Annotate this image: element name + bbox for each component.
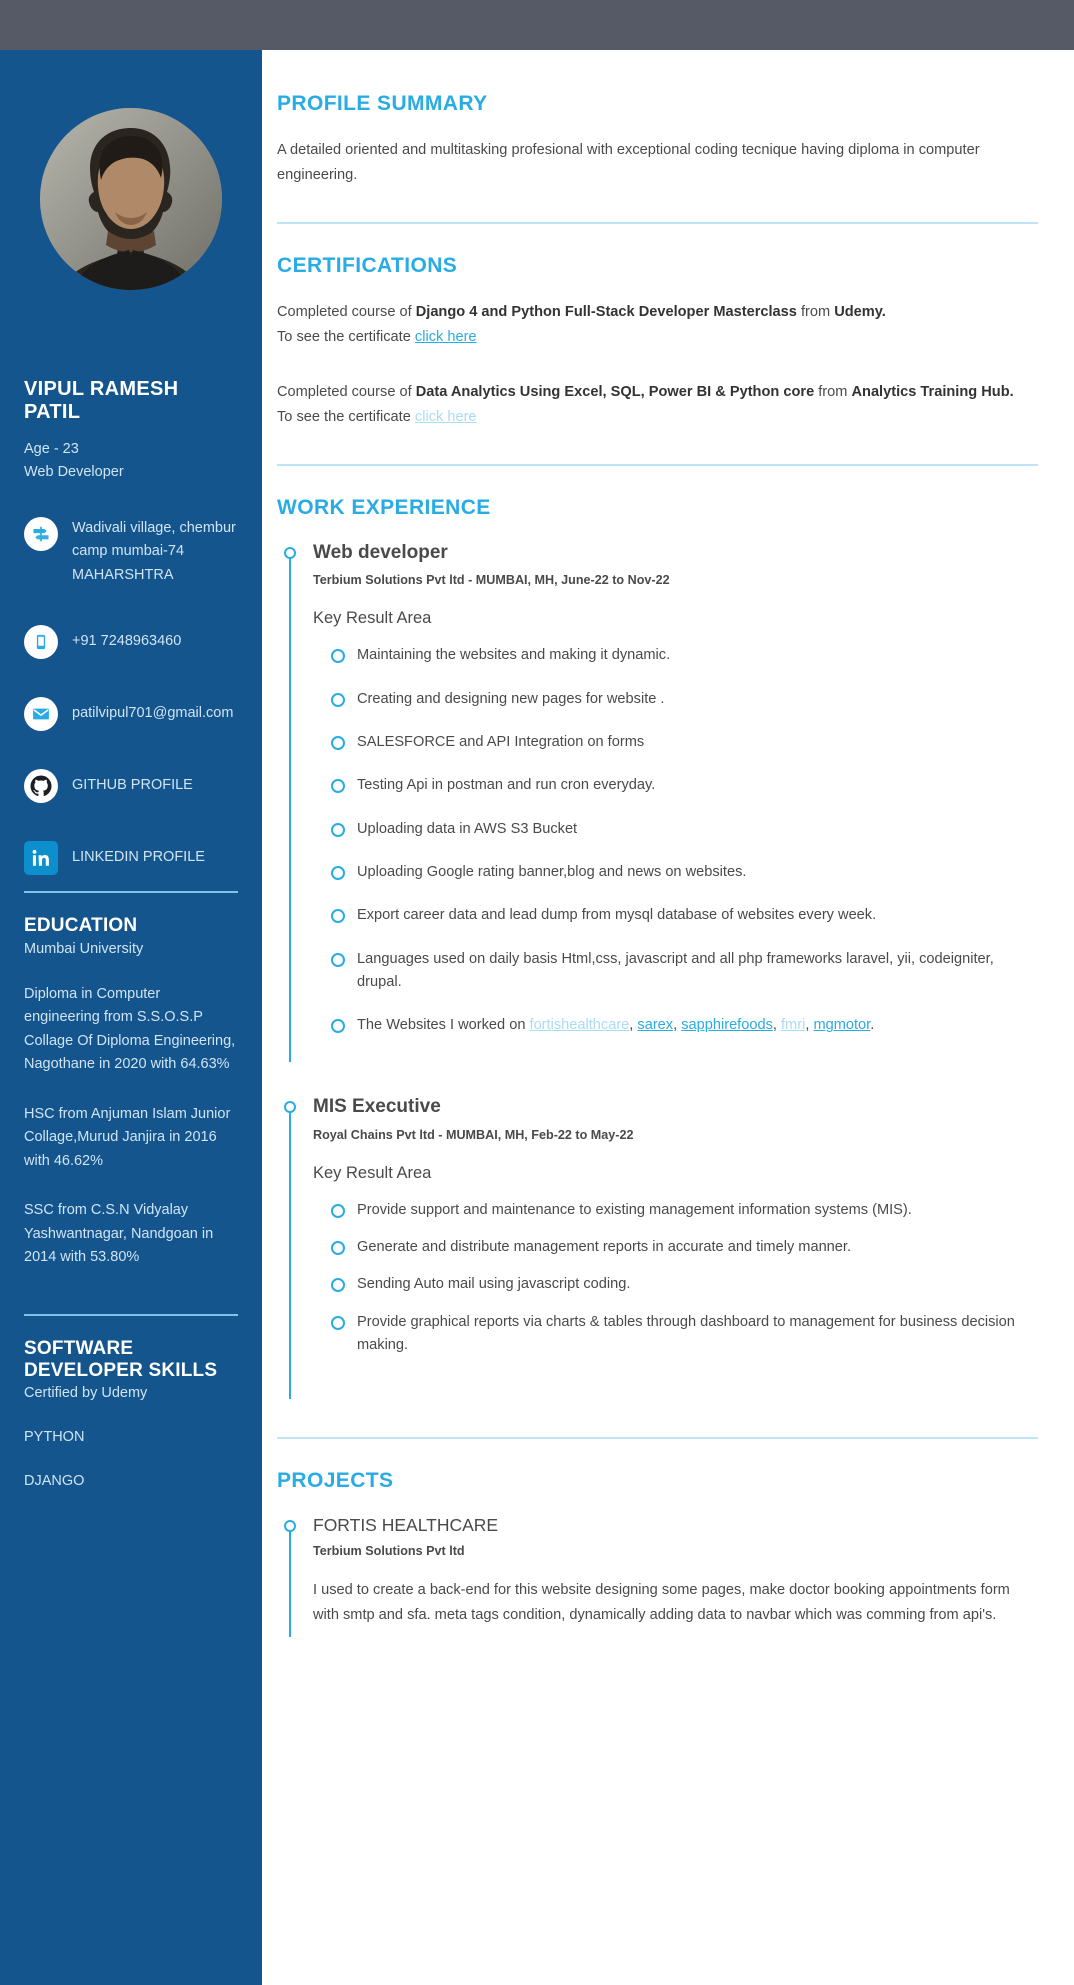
job-bullets [313,1199,1038,1358]
sep: , [673,1017,682,1034]
key-result-area-label: Key Result Area [313,609,432,628]
certificate-link[interactable]: click here [414,408,477,425]
work-experience-section [277,496,1038,1382]
projects-section [277,1469,1038,1638]
certification-item [277,380,1038,430]
education-item: SSC from C.S.N Vidyalay Yashwantnagar, Nandgoan in 2014 with 53.80% [24,1202,214,1266]
project-company: Terbium Solutions Pvt ltd [313,1543,465,1558]
certification-link-line [277,325,1038,350]
cert-provider: Analytics Training Hub. [851,383,1014,400]
github-label: GITHUB PROFILE [72,777,193,794]
project-description: I used to create a back-end for this website designing some pages, make doctor booking appointments form with smtp and sfa. meta tags condition, dynamically adding data to navbar which was comming from api's. [313,1581,1010,1623]
sep: , [772,1017,781,1034]
cert-provider: Udemy. [834,303,886,320]
cert-prefix: Completed course of [277,383,416,400]
contact-email[interactable] [24,697,238,731]
job-meta: Terbium Solutions Pvt ltd - MUMBAI, MH, June-22 to Nov-22 [313,573,670,588]
job-bullet: Maintaining the websites and making it dynamic. [313,644,1038,667]
job-bullet: Uploading data in AWS S3 Bucket [313,818,1038,841]
project-entry [313,1515,1038,1638]
job-bullet: Generate and distribute management reports in accurate and timely manner. [313,1236,1038,1259]
signpost-icon [24,517,58,551]
profile-summary-section [277,92,1038,188]
timeline-rail [289,1106,291,1400]
job-bullet: Provide graphical reports via charts & tables through dashboard to management for business decision making. [313,1311,1038,1358]
website-link-mgmotor[interactable]: mgmotor [813,1017,871,1034]
cert-middle: from [796,303,835,320]
resume-page [0,50,1074,1985]
person-role: Web Developer [24,464,124,481]
job-bullet: Languages used on daily basis Html,css, javascript and all php frameworks laravel, yii, codeigniter, drupal. [313,948,1038,995]
job-bullet: Testing Api in postman and run cron everyday. [313,774,1038,797]
timeline-rail [289,1525,291,1638]
window-titlebar [0,0,1074,50]
cert-prefix: Completed course of [277,303,416,320]
work-entry [313,542,1038,1048]
work-experience-title: WORK EXPERIENCE [277,495,491,519]
section-divider [277,464,1038,466]
cert-link-prefix: To see the certificate [277,408,415,425]
linkedin-icon [24,841,58,875]
linkedin-label: LINKEDIN PROFILE [72,849,205,866]
github-icon [24,769,58,803]
main-content [262,50,1074,1985]
email-icon [24,697,58,731]
contact-linkedin[interactable] [24,841,238,875]
sep: , [805,1017,814,1034]
skill-item: DJANGO [24,1473,85,1490]
project-name: FORTIS HEALTHCARE [313,1514,499,1535]
education-section [24,915,238,1269]
person-details [24,438,238,485]
job-bullet: SALESFORCE and API Integration on forms [313,731,1038,754]
job-bullet-websites [313,1014,1038,1037]
website-link-fmri[interactable]: fmri [781,1017,806,1034]
projects-timeline [277,1515,1038,1638]
education-subheading: Mumbai University [24,940,144,957]
cert-course: Data Analytics Using Excel, SQL, Power BI & Python core [415,383,815,400]
sidebar-divider-skills [24,1314,238,1316]
work-entry [313,1096,1038,1382]
certification-link-line [277,405,1038,430]
skills-section [24,1338,238,1490]
websites-prefix: The Websites I worked on [357,1017,530,1034]
job-bullets [313,644,1038,1037]
job-bullet: Export career data and lead dump from mysql database of websites every week. [313,904,1038,927]
person-age: Age - 23 [24,441,79,457]
cert-course: Django 4 and Python Full-Stack Developer Masterclass [415,303,797,320]
certification-description [277,300,1038,325]
contact-github[interactable] [24,769,238,803]
projects-title: PROJECTS [277,1468,394,1492]
phone-icon [24,625,58,659]
job-bullet: Uploading Google rating banner,blog and news on websites. [313,861,1038,884]
timeline-dot-icon [284,1101,296,1113]
job-title: Web developer [313,541,448,563]
website-link-sarex[interactable]: sarex [637,1017,674,1034]
cert-middle: from [814,383,852,400]
profile-summary-title: PROFILE SUMMARY [277,92,488,115]
certifications-title: CERTIFICATIONS [277,253,458,277]
education-item: HSC from Anjuman Islam Junior Collage,Murud Janjira in 2016 with 46.62% [24,1105,231,1169]
profile-photo-icon [40,108,222,290]
contact-list [24,517,238,875]
section-divider [277,1437,1038,1439]
profile-summary-text: A detailed oriented and multitasking profesional with exceptional coding tecnique having diploma in computer engineering. [277,142,980,184]
certifications-section [277,254,1038,430]
section-divider [277,222,1038,224]
job-bullet: Provide support and maintenance to existing management information systems (MIS). [313,1199,1038,1222]
job-meta: Royal Chains Pvt ltd - MUMBAI, MH, Feb-22 to May-22 [313,1127,634,1142]
contact-phone [24,625,238,659]
phone-text: +91 7248963460 [72,633,182,650]
education-heading: EDUCATION [24,915,138,937]
address-text: Wadivali village, chembur camp mumbai-74 MAHARSHTRA [72,519,236,583]
sep: , [629,1017,638,1034]
skill-item: PYTHON [24,1429,85,1446]
cert-link-prefix: To see the certificate [277,328,415,345]
education-item: Diploma in Computer engineering from S.S.O.S.P Collage Of Diploma Engineering, Nagothane in 2020 with 64.63% [24,985,236,1073]
email-text: patilvipul701@gmail.com [72,705,234,722]
contact-address [24,517,238,587]
timeline-rail [289,552,291,1062]
avatar [40,108,222,290]
job-bullet: Creating and designing new pages for website . [313,688,1038,711]
key-result-area-label: Key Result Area [313,1163,432,1182]
certificate-link[interactable]: click here [414,328,477,345]
work-timeline [277,542,1038,1382]
timeline-dot-icon [284,1520,296,1532]
skills-heading: SOFTWARE DEVELOPER SKILLS [24,1337,218,1382]
certification-description [277,380,1038,405]
person-name: VIPUL RAMESH PATIL [24,378,179,423]
website-link-fortishealthcare[interactable]: fortishealthcare [529,1017,630,1034]
websites-suffix: . [870,1017,875,1034]
sidebar [0,50,262,1985]
sidebar-divider-education [24,891,238,893]
avatar-wrapper [24,108,238,290]
job-bullet: Sending Auto mail using javascript coding. [313,1273,1038,1296]
job-title: MIS Executive [313,1095,441,1117]
certification-item [277,300,1038,350]
skills-subheading: Certified by Udemy [24,1385,148,1402]
website-link-sapphirefoods[interactable]: sapphirefoods [681,1017,773,1034]
timeline-dot-icon [284,547,296,559]
